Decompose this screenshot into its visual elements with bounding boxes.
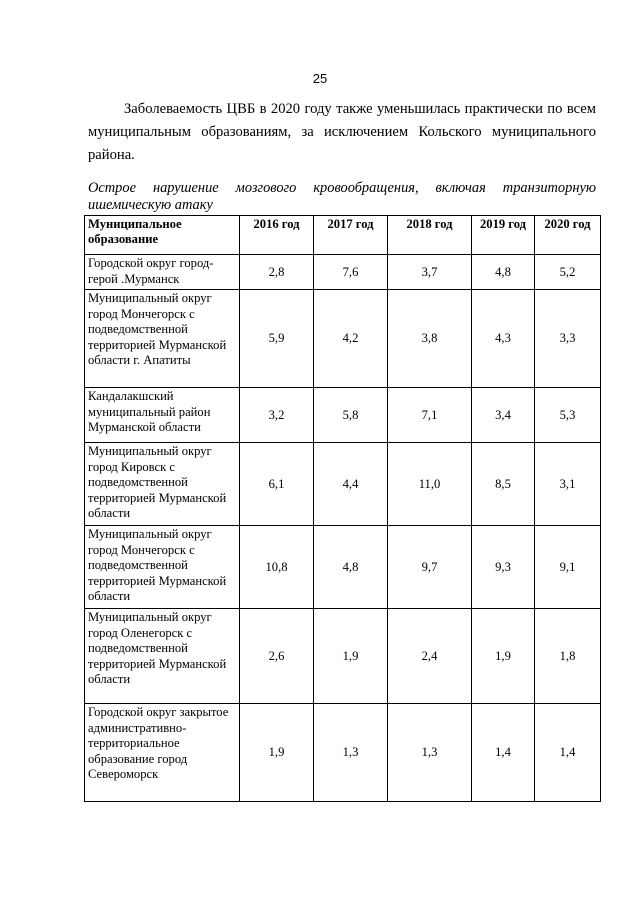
cell-2016: 2,6	[240, 609, 314, 704]
table-row	[85, 388, 601, 443]
cell-2016: 6,1	[240, 443, 314, 526]
row-municipality-name: Муниципальный округ город Мончегорск с подведомственной территорией Мурманской области г. Апатиты	[85, 290, 240, 388]
header-2019: 2019 год	[472, 216, 535, 255]
cell-2018: 2,4	[388, 609, 472, 704]
table-header-row	[85, 216, 601, 255]
cell-2020: 3,1	[535, 443, 601, 526]
header-2018: 2018 год	[388, 216, 472, 255]
cell-2020: 9,1	[535, 526, 601, 609]
cell-2018: 1,3	[388, 704, 472, 802]
header-2017: 2017 год	[314, 216, 388, 255]
table-row	[85, 255, 601, 290]
row-municipality-name: Городской округ закрытое административно-территориальное образование город Североморск	[85, 704, 240, 802]
table-row	[85, 609, 601, 704]
table-caption: Острое нарушение мозгового кровообращения, включая транзиторную ишемическую атаку	[88, 180, 596, 213]
cell-2019: 8,5	[472, 443, 535, 526]
row-municipality-name: Муниципальный округ город Оленегорск с подведомственной территорией Мурманской области	[85, 609, 240, 704]
cell-2019: 1,9	[472, 609, 535, 704]
intro-paragraph: Заболеваемость ЦВБ в 2020 году также уменьшилась практически по всем муниципальным образованиям, за исключением Кольского муниципального района.	[88, 101, 596, 163]
cell-2020: 1,4	[535, 704, 601, 802]
cell-2017: 4,2	[314, 290, 388, 388]
table-row	[85, 443, 601, 526]
cell-2017: 4,8	[314, 526, 388, 609]
cell-2017: 5,8	[314, 388, 388, 443]
cell-2019: 4,8	[472, 255, 535, 290]
cell-2016: 1,9	[240, 704, 314, 802]
cell-2019: 1,4	[472, 704, 535, 802]
row-municipality-name: Муниципальный округ город Мончегорск с подведомственной территорией Мурманской области	[85, 526, 240, 609]
header-municipality: Муниципальное образование	[85, 216, 240, 255]
row-municipality-name: Городской округ город-герой .Мурманск	[85, 255, 240, 290]
row-municipality-name: Муниципальный округ город Кировск с подведомственной территорией Мурманской области	[85, 443, 240, 526]
cell-2016: 5,9	[240, 290, 314, 388]
table-row	[85, 290, 601, 388]
incidence-table	[84, 215, 601, 802]
header-2016: 2016 год	[240, 216, 314, 255]
row-municipality-name: Кандалакшский муниципальный район Мурманской области	[85, 388, 240, 443]
cell-2020: 1,8	[535, 609, 601, 704]
cell-2019: 4,3	[472, 290, 535, 388]
cell-2018: 3,8	[388, 290, 472, 388]
cell-2017: 1,3	[314, 704, 388, 802]
cell-2019: 9,3	[472, 526, 535, 609]
header-2020: 2020 год	[535, 216, 601, 255]
cell-2018: 11,0	[388, 443, 472, 526]
cell-2017: 1,9	[314, 609, 388, 704]
table-row	[85, 526, 601, 609]
page-number: 25	[312, 71, 328, 86]
cell-2017: 7,6	[314, 255, 388, 290]
cell-2020: 3,3	[535, 290, 601, 388]
cell-2016: 3,2	[240, 388, 314, 443]
cell-2016: 2,8	[240, 255, 314, 290]
cell-2020: 5,3	[535, 388, 601, 443]
cell-2019: 3,4	[472, 388, 535, 443]
cell-2018: 7,1	[388, 388, 472, 443]
cell-2018: 3,7	[388, 255, 472, 290]
table-row	[85, 704, 601, 802]
cell-2018: 9,7	[388, 526, 472, 609]
cell-2017: 4,4	[314, 443, 388, 526]
cell-2016: 10,8	[240, 526, 314, 609]
cell-2020: 5,2	[535, 255, 601, 290]
